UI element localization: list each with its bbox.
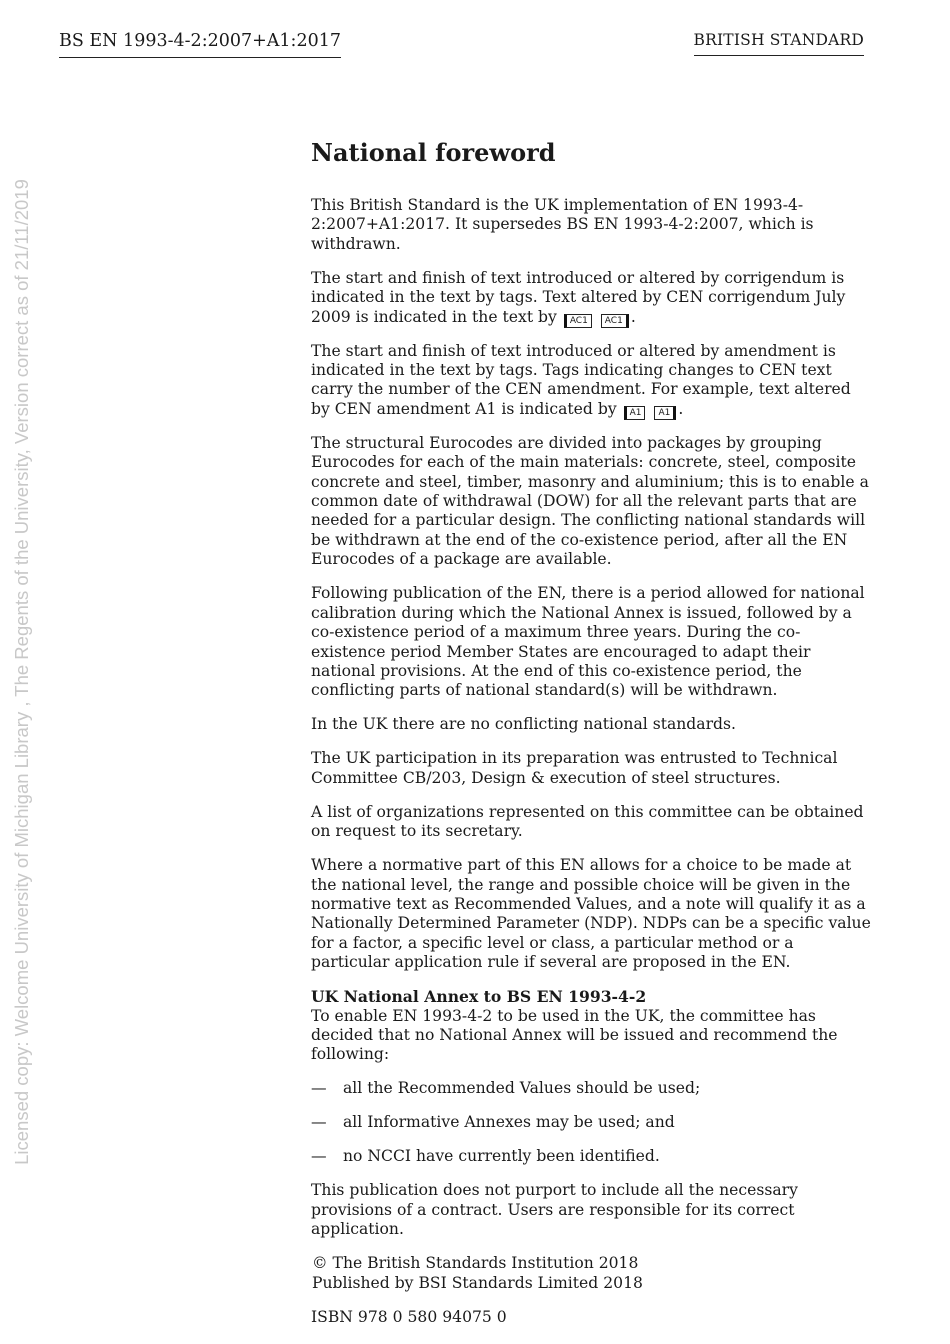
foreword-content [311, 138, 871, 1342]
corrigendum-text: The start and finish of text introduced or altered by corrigendum is indicated in the text by tags. Text altered by CEN corrigendum July 2009 is indicated in the text by [311, 268, 846, 326]
corrigendum-close-tag: AC1 [601, 314, 629, 328]
paragraph-amendment: The start and finish of text introduced or altered by amendment is indicated in the text by tags. Tags indicating changes to CEN text carry the number of the CEN amendment. For example, text altered by CEN amendment A1 is indicated by A1 A1 . [311, 341, 851, 418]
license-watermark: Licensed copy: Welcome University of Michigan Library , The Regents of the University, Version correct as of 21/11/2019 [11, 179, 32, 1165]
amendment-open-tag: A1 [624, 406, 646, 420]
amendment-text: The start and finish of text introduced or altered by amendment is indicated in the text by tags. Tags indicating changes to CEN text carry the number of the CEN amendment. For example, text altered by CEN amendment A1 is indicated by [311, 341, 851, 418]
paragraph-conflicting: In the UK there are no conflicting national standards. [311, 715, 736, 734]
list-item-text: all Informative Annexes may be used; and [343, 1113, 675, 1132]
annex-heading: UK National Annex to BS EN 1993-4-2 [311, 987, 647, 1007]
paragraph-corrigendum: The start and finish of text introduced or altered by corrigendum is indicated in the text by tags. Text altered by CEN corrigendum July 2009 is indicated in the text by AC1 AC1 . [311, 268, 846, 326]
published-by-line: Published by BSI Standards Limited 2018 [312, 1273, 643, 1292]
paragraph-ndp: Where a normative part of this EN allows for a choice to be made at the national level, the range and possible choice will be given in the normative text as Recommended Values, and a note will qualify it as a Nationally Determined Parameter (NDP). NDPs can be a specific value for a factor, a specific level or class, a particular method or a particular application rule if several are proposed in the EN. [311, 856, 871, 972]
dash-bullet: — [311, 1113, 327, 1132]
page-title: National foreword [311, 138, 556, 167]
annex-intro: To enable EN 1993-4-2 to be used in the UK, the committee has decided that no National Annex will be issued and recommend the following: [311, 1006, 838, 1064]
list-item-text: all the Recommended Values should be used; [343, 1079, 701, 1098]
list-item-text: no NCCI have currently been identified. [343, 1147, 660, 1166]
isbn: ISBN 978 0 580 94075 0 [311, 1307, 507, 1326]
paragraph-eurocodes: The structural Eurocodes are divided into packages by grouping Eurocodes for each of the main materials: concrete, steel, composite concrete and steel, timber, masonry and aluminium; this is to enable a common date of withdrawal (DOW) for all the relevant parts that are needed for a particular design. The conflicting national standards will be withdrawn at the end of the co-existence period, after all the EN Eurocodes of a package are available. [311, 433, 869, 569]
list-item [311, 1147, 871, 1166]
paragraph-implementation: This British Standard is the UK implementation of EN 1993-4-2:2007+A1:2017. It supersedes BS EN 1993-4-2:2007, which is withdrawn. [311, 196, 814, 253]
paragraph-calibration: Following publication of the EN, there is a period allowed for national calibration during which the National Annex is issued, followed by a co-existence period of a maximum three years. During the co-existence period Member States are encouraged to adapt their national provisions. At the end of this co-existence period, the conflicting parts of national standard(s) will be withdrawn. [311, 584, 865, 700]
amendment-close-tag: A1 [654, 406, 676, 420]
paragraph-disclaimer: This publication does not purport to include all the necessary provisions of a contract. Users are responsible for its correct application. [311, 1181, 798, 1239]
dash-bullet: — [311, 1079, 327, 1098]
document-id: BS EN 1993-4-2:2007+A1:2017 [59, 31, 341, 58]
corrigendum-open-tag: AC1 [564, 314, 592, 328]
list-item [311, 1113, 871, 1132]
publisher-label: BRITISH STANDARD [694, 31, 865, 56]
paragraph-organizations: A list of organizations represented on this committee can be obtained on request to its secretary. [311, 802, 864, 841]
paragraph-committee: The UK participation in its preparation was entrusted to Technical Committee CB/203, Design & execution of steel structures. [311, 749, 838, 787]
dash-bullet: — [311, 1147, 327, 1166]
list-item [311, 1079, 871, 1098]
copyright-line: © The British Standards Institution 2018 [312, 1254, 639, 1273]
publication-info [312, 1254, 871, 1293]
